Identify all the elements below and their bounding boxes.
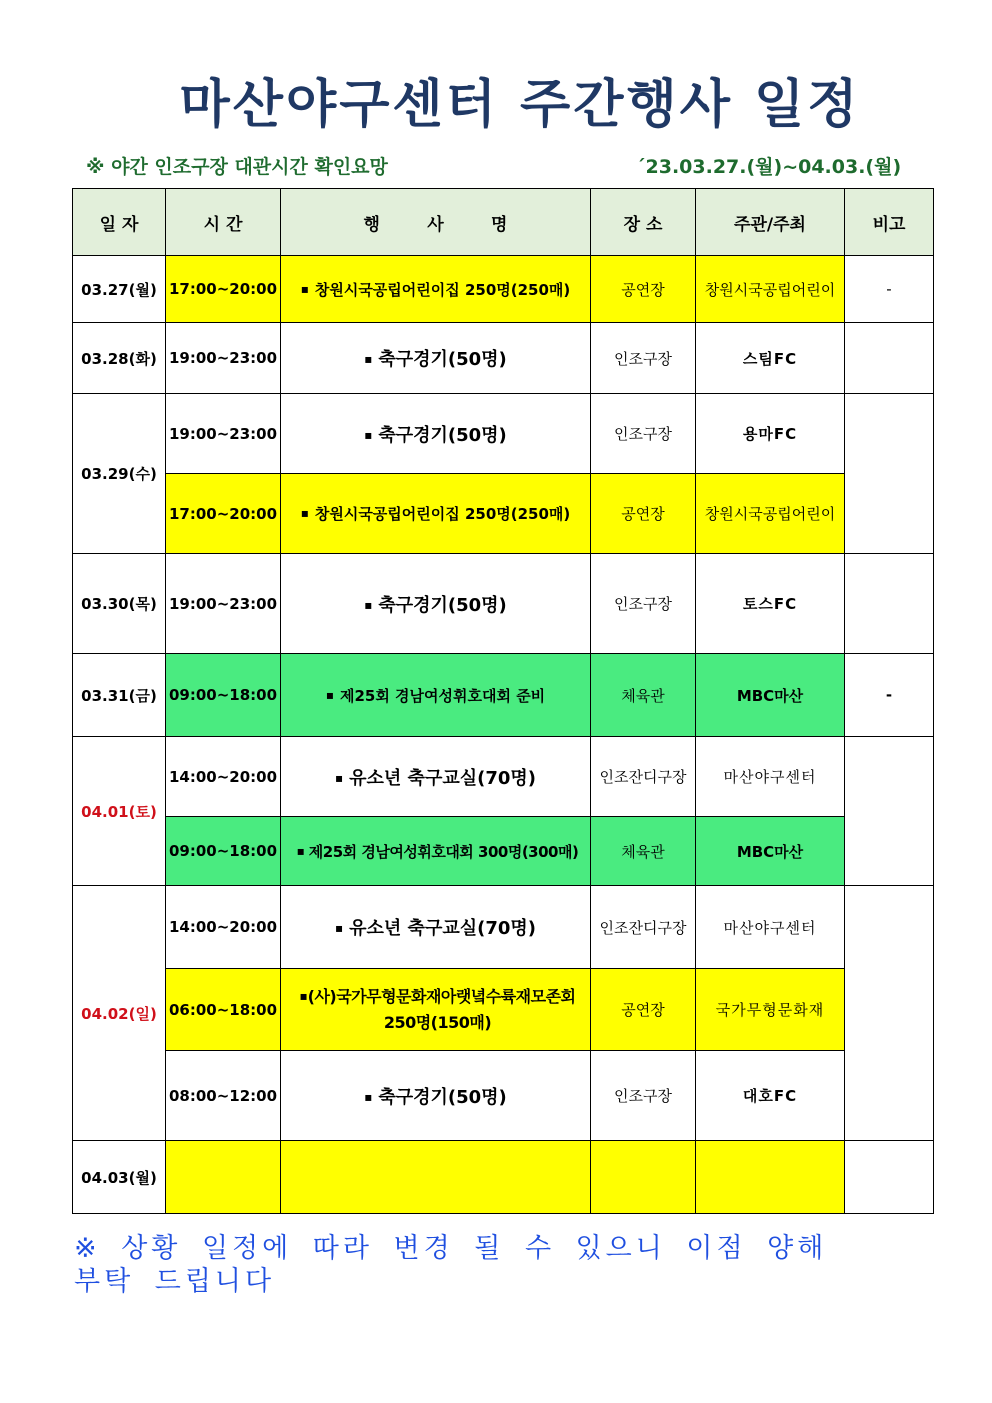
table-row <box>73 969 934 1051</box>
schedule-table <box>72 188 934 1214</box>
date-cell: 04.02(일) <box>73 886 166 1141</box>
place-cell: 공연장 <box>591 256 696 323</box>
place-cell: 공연장 <box>591 474 696 554</box>
note-cell <box>845 1141 934 1214</box>
date-cell: 04.03(월) <box>73 1141 166 1214</box>
event-text: 축구경기(50명) <box>378 424 507 446</box>
date-cell: 03.28(화) <box>73 323 166 394</box>
note-cell <box>845 394 934 554</box>
host-cell: MBC마산 <box>696 654 845 737</box>
event-cell <box>281 554 591 654</box>
event-cell <box>281 256 591 323</box>
header-row <box>73 189 934 256</box>
host-cell: 스팀FC <box>696 323 845 394</box>
footer-notice: ※ 상황 일정에 따라 변경 될 수 있으니 이점 양해 부탁 드립니다 <box>74 1233 828 1297</box>
time-cell: 08:00~12:00 <box>166 1051 281 1141</box>
table-row <box>73 323 934 394</box>
time-cell: 17:00~20:00 <box>166 474 281 554</box>
table-row <box>73 737 934 817</box>
table-row <box>73 394 934 474</box>
host-cell: 마산야구센터 <box>696 737 845 817</box>
subtitle-notice: ※ 야간 인조구장 대관시간 확인요망 <box>86 156 388 178</box>
event-text: 창원시국공립어린이집 250명(250매) <box>314 280 571 299</box>
event-cell <box>281 394 591 474</box>
time-cell: 19:00~23:00 <box>166 554 281 654</box>
date-range: ´23.03.27.(월)~04.03.(월) <box>636 156 902 178</box>
page-title: 마산야구센터 주간행사 일정 <box>179 75 861 135</box>
event-text: 창원시국공립어린이집 250명(250매) <box>314 505 571 523</box>
host-cell <box>696 1141 845 1214</box>
table-row <box>73 817 934 886</box>
bullet-icon: ▪ <box>300 281 309 296</box>
date-cell: 03.29(수) <box>73 394 166 554</box>
event-cell <box>281 1141 591 1214</box>
header-date: 일 자 <box>73 189 166 256</box>
event-text: 제25회 경남여성휘호대회 준비 <box>339 686 546 705</box>
note-cell: - <box>845 256 934 323</box>
date-cell: 03.30(목) <box>73 554 166 654</box>
time-cell: 19:00~23:00 <box>166 394 281 474</box>
time-cell <box>166 1141 281 1214</box>
event-cell <box>281 654 591 737</box>
time-cell: 19:00~23:00 <box>166 323 281 394</box>
bullet-icon: ▪ <box>334 921 344 935</box>
bullet-icon: ▪ <box>364 597 373 612</box>
host-cell: 마산야구센터 <box>696 886 845 969</box>
host-cell: 국가무형문화재 <box>696 969 845 1051</box>
time-cell: 14:00~20:00 <box>166 737 281 817</box>
place-cell: 체육관 <box>591 654 696 737</box>
event-text: 유소년 축구교실(70명) <box>349 918 536 939</box>
note-cell: - <box>845 654 934 737</box>
bullet-icon: ▪ <box>364 1089 373 1104</box>
date-cell: 03.27(월) <box>73 256 166 323</box>
bullet-icon: ▪ <box>325 687 334 702</box>
place-cell: 인조구장 <box>591 1051 696 1141</box>
header-note: 비고 <box>845 189 934 256</box>
event-text: 축구경기(50명) <box>378 1086 507 1108</box>
bullet-icon: ▪ <box>364 352 373 366</box>
table-row <box>73 1141 934 1214</box>
place-cell: 인조잔디구장 <box>591 737 696 817</box>
place-cell: 인조구장 <box>591 554 696 654</box>
time-cell: 09:00~18:00 <box>166 817 281 886</box>
bullet-icon: ▪ <box>300 506 309 520</box>
place-cell: 공연장 <box>591 969 696 1051</box>
event-cell <box>281 817 591 886</box>
time-cell: 14:00~20:00 <box>166 886 281 969</box>
date-cell: 04.01(토) <box>73 737 166 886</box>
place-cell <box>591 1141 696 1214</box>
event-text: 축구경기(50명) <box>378 594 507 616</box>
host-cell: 토스FC <box>696 554 845 654</box>
header-place: 장 소 <box>591 189 696 256</box>
bullet-icon: ▪ <box>334 770 344 785</box>
note-cell <box>845 737 934 886</box>
host-cell: 창원시국공립어린이 <box>696 256 845 323</box>
place-cell: 인조잔디구장 <box>591 886 696 969</box>
table-row <box>73 1051 934 1141</box>
host-cell: 창원시국공립어린이 <box>696 474 845 554</box>
host-cell: MBC마산 <box>696 817 845 886</box>
place-cell: 인조구장 <box>591 323 696 394</box>
bullet-icon: ▪ <box>364 427 373 442</box>
event-cell <box>281 969 591 1051</box>
time-cell: 17:00~20:00 <box>166 256 281 323</box>
note-cell <box>845 554 934 654</box>
place-cell: 인조구장 <box>591 394 696 474</box>
time-cell: 06:00~18:00 <box>166 969 281 1051</box>
event-cell <box>281 737 591 817</box>
event-text: (사)국가무형문화재아랫녘수륙재모존회 250명(150매) <box>307 987 576 1032</box>
bullet-icon: ▪ <box>296 843 305 858</box>
header-event: 행 사 명 <box>281 189 591 256</box>
host-cell: 용마FC <box>696 394 845 474</box>
table-row <box>73 256 934 323</box>
note-cell <box>845 323 934 394</box>
event-cell <box>281 886 591 969</box>
event-cell <box>281 1051 591 1141</box>
header-time: 시 간 <box>166 189 281 256</box>
date-cell: 03.31(금) <box>73 654 166 737</box>
event-text: 축구경기(50명) <box>378 349 507 370</box>
table-row <box>73 886 934 969</box>
bullet-icon: ▪ <box>299 989 308 1003</box>
header-host: 주관/주최 <box>696 189 845 256</box>
table-row <box>73 474 934 554</box>
table-row <box>73 554 934 654</box>
place-cell: 체육관 <box>591 817 696 886</box>
event-text: 제25회 경남여성휘호대회 300명(300매) <box>308 842 579 861</box>
table-row <box>73 654 934 737</box>
note-cell <box>845 886 934 1141</box>
time-cell: 09:00~18:00 <box>166 654 281 737</box>
event-text: 유소년 축구교실(70명) <box>349 767 536 789</box>
event-cell <box>281 474 591 554</box>
host-cell: 대호FC <box>696 1051 845 1141</box>
event-cell <box>281 323 591 394</box>
